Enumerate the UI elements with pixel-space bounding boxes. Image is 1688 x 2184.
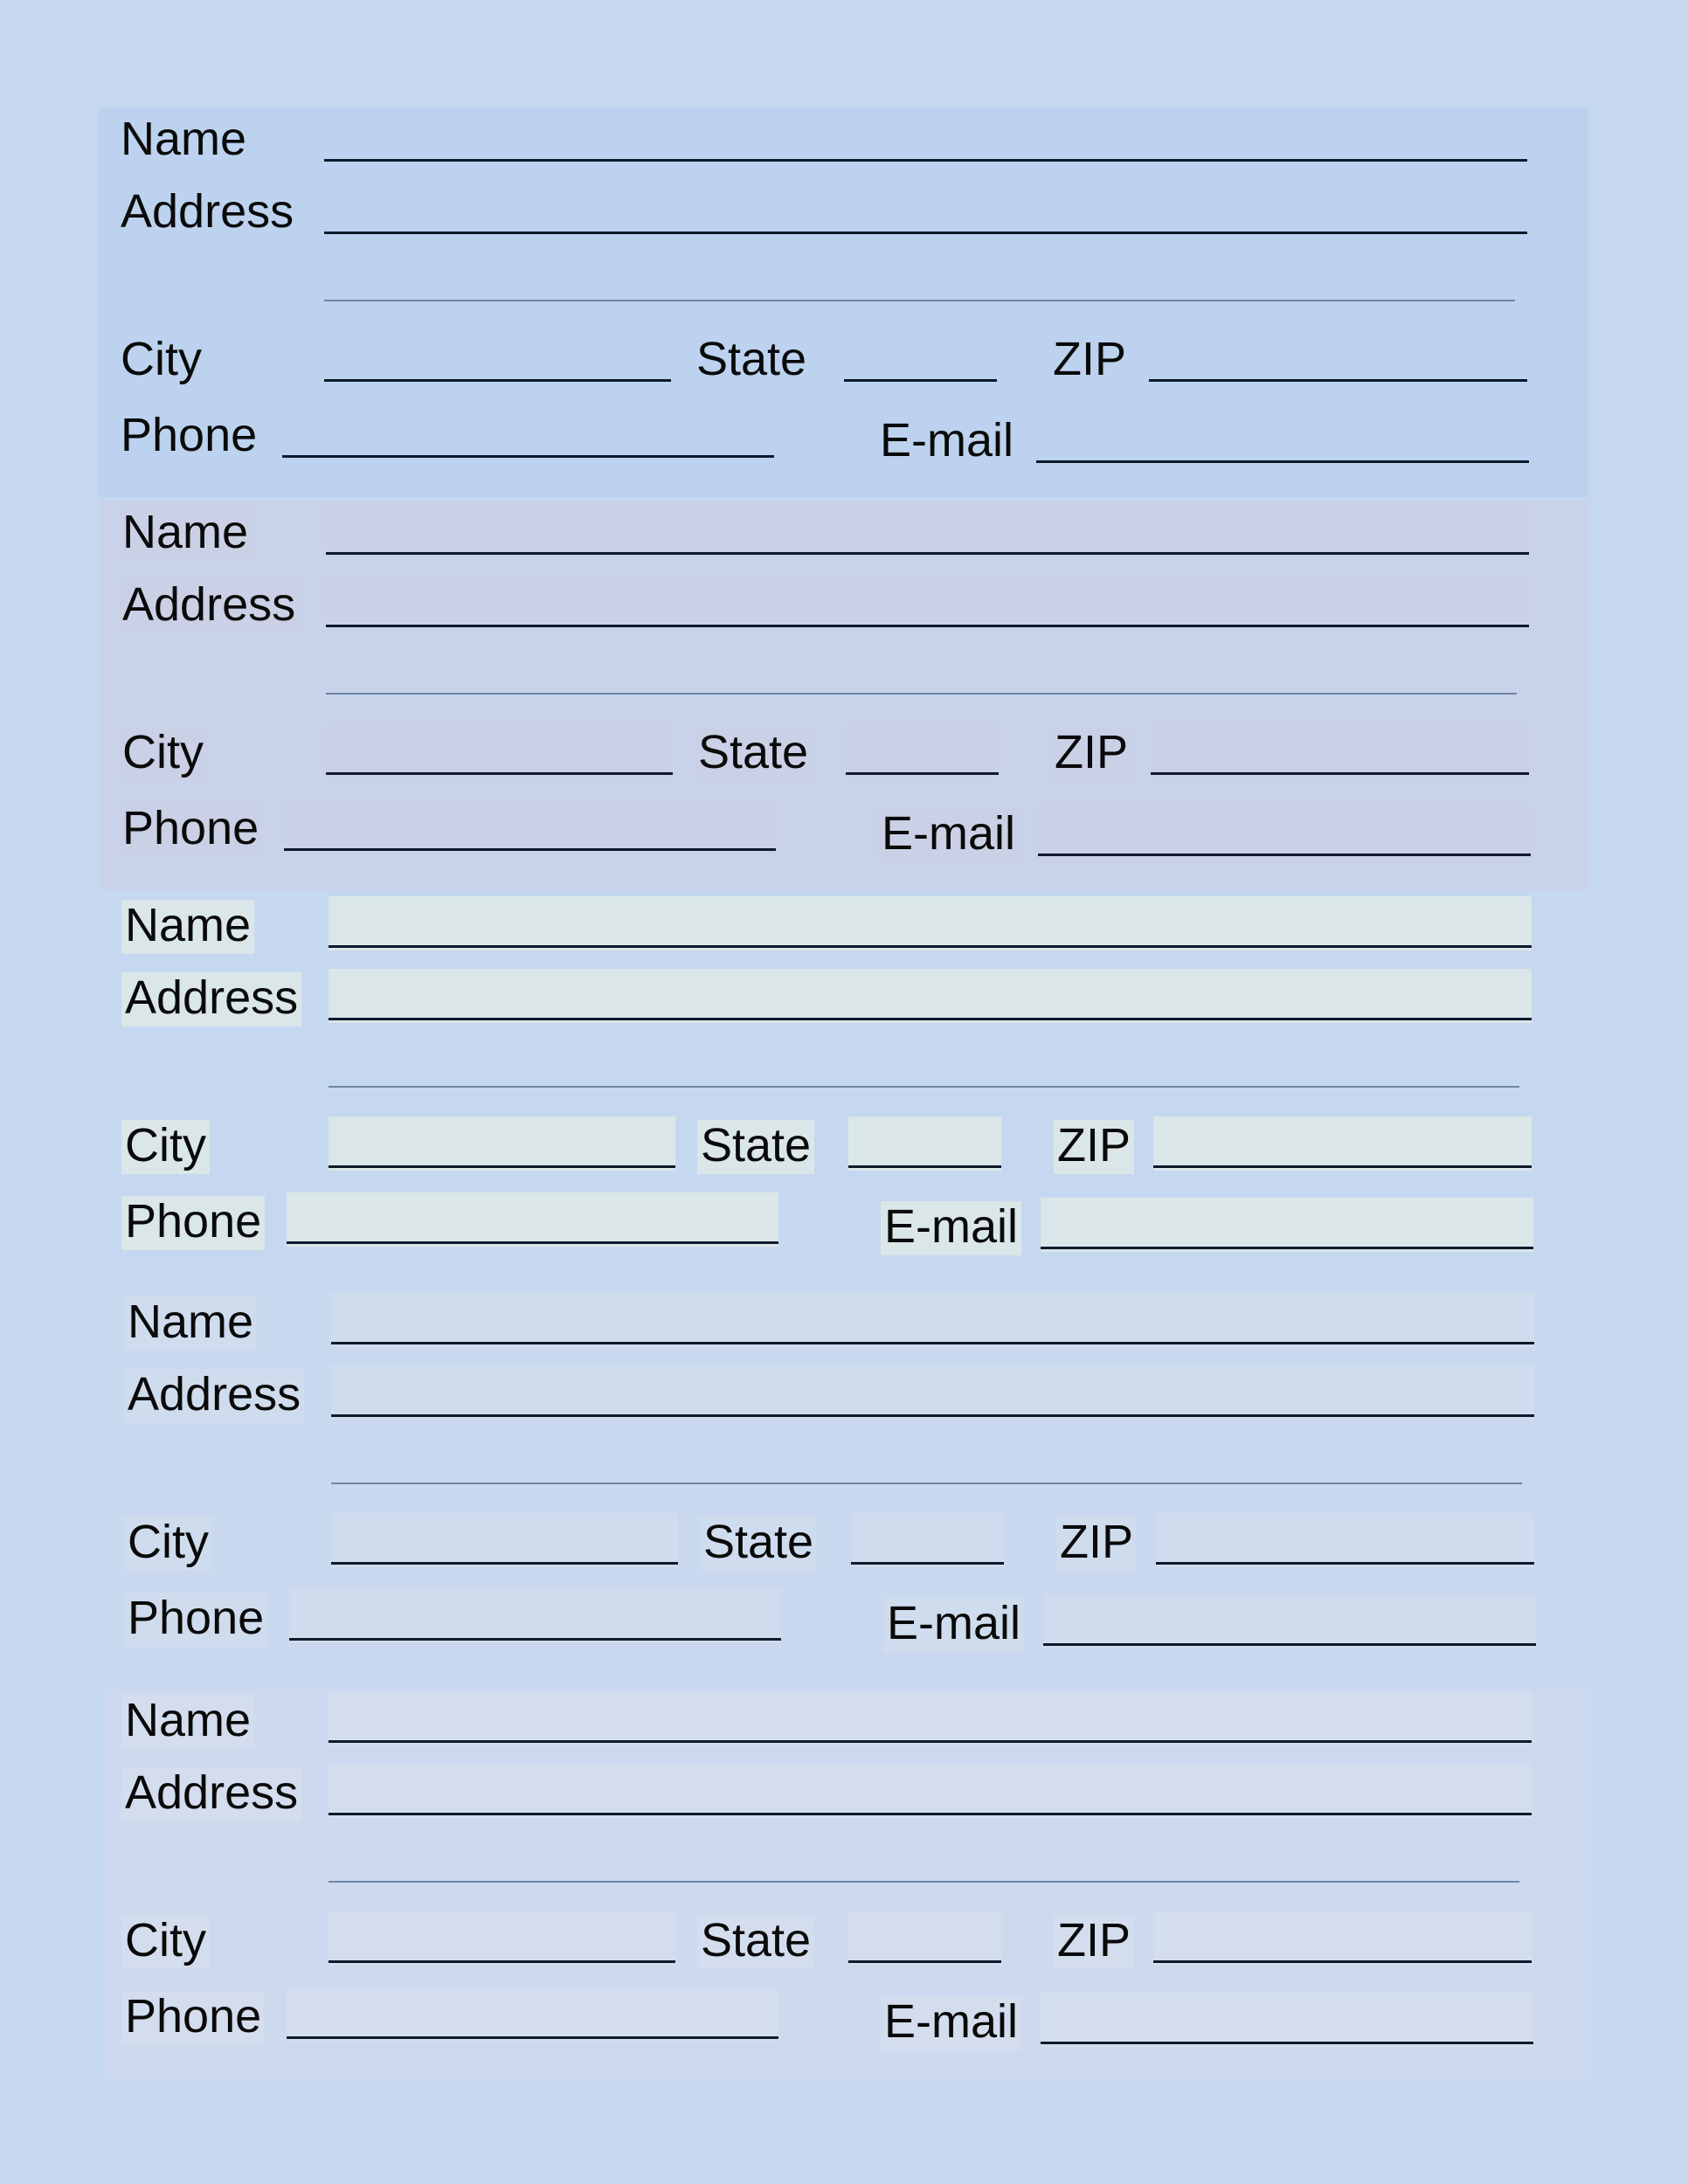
email-field-highlight: [1041, 1993, 1533, 2047]
state-field-highlight: [846, 723, 999, 778]
name-input-line[interactable]: [331, 1342, 1534, 1344]
phone-input-line[interactable]: [287, 1241, 778, 1244]
address-field-highlight: [329, 969, 1532, 1023]
email-input-line[interactable]: [1041, 1247, 1533, 1249]
zip-input-line[interactable]: [1153, 1960, 1532, 1963]
phone-field-highlight: [284, 799, 776, 854]
zip-field-highlight: [1151, 723, 1529, 778]
name-input-line[interactable]: [326, 552, 1529, 555]
address-second-line[interactable]: [329, 1086, 1519, 1088]
city-label: City: [121, 1120, 210, 1174]
email-label: E-mail: [878, 808, 1019, 862]
name-input-line[interactable]: [329, 1740, 1532, 1743]
address-second-line[interactable]: [326, 693, 1517, 695]
name-field-highlight: [329, 896, 1532, 950]
phone-label: Phone: [124, 1593, 267, 1647]
email-label: E-mail: [883, 1598, 1024, 1652]
address-label: Address: [119, 579, 299, 633]
contact-form-block: [99, 107, 1588, 497]
phone-input-line[interactable]: [284, 848, 776, 851]
address-input-line[interactable]: [331, 1414, 1534, 1417]
phone-label: Phone: [119, 803, 262, 857]
phone-label: Phone: [121, 409, 258, 461]
state-label: State: [700, 1517, 817, 1571]
email-label: E-mail: [881, 1201, 1021, 1255]
name-field-highlight: [329, 1691, 1532, 1745]
state-label: State: [697, 1120, 814, 1174]
name-input-line[interactable]: [329, 945, 1532, 948]
email-field-highlight: [1041, 1198, 1533, 1252]
city-label: City: [121, 333, 202, 385]
zip-input-line[interactable]: [1153, 1165, 1532, 1168]
zip-label: ZIP: [1054, 1120, 1134, 1174]
zip-label: ZIP: [1054, 1915, 1134, 1969]
city-label: City: [119, 727, 207, 781]
address-second-line[interactable]: [324, 300, 1515, 301]
email-input-line[interactable]: [1036, 460, 1529, 463]
state-input-line[interactable]: [851, 1562, 1004, 1565]
phone-field-highlight: [289, 1589, 781, 1643]
contact-form-block: [103, 894, 1593, 1283]
contact-form-block: [100, 501, 1590, 890]
city-input-line[interactable]: [331, 1562, 678, 1565]
address-field-highlight: [331, 1365, 1534, 1420]
state-input-line[interactable]: [844, 379, 997, 382]
address-second-line[interactable]: [331, 1482, 1522, 1484]
name-input-line[interactable]: [324, 159, 1527, 162]
name-label: Name: [119, 507, 252, 561]
state-field-highlight: [848, 1911, 1001, 1966]
city-input-line[interactable]: [326, 772, 673, 775]
state-input-line[interactable]: [848, 1960, 1001, 1963]
city-input-line[interactable]: [329, 1960, 675, 1963]
zip-label: ZIP: [1053, 333, 1127, 385]
address-input-line[interactable]: [324, 232, 1527, 234]
state-label: State: [695, 727, 812, 781]
state-label: State: [697, 1915, 814, 1969]
zip-field-highlight: [1153, 1116, 1532, 1171]
contact-form-block: [106, 1290, 1595, 1680]
contact-form-block: [103, 1689, 1593, 2078]
zip-field-highlight: [1153, 1911, 1532, 1966]
zip-field-highlight: [1156, 1513, 1534, 1567]
address-field-highlight: [329, 1764, 1532, 1818]
state-input-line[interactable]: [848, 1165, 1001, 1168]
email-input-line[interactable]: [1038, 854, 1531, 856]
address-input-line[interactable]: [329, 1018, 1532, 1020]
phone-input-line[interactable]: [287, 2036, 778, 2039]
zip-input-line[interactable]: [1149, 379, 1527, 382]
name-label: Name: [121, 900, 254, 954]
address-input-line[interactable]: [329, 1813, 1532, 1815]
city-field-highlight: [326, 723, 673, 778]
name-field-highlight: [326, 503, 1529, 557]
state-input-line[interactable]: [846, 772, 999, 775]
email-label: E-mail: [881, 1996, 1021, 2050]
phone-label: Phone: [121, 1196, 265, 1250]
name-label: Name: [121, 113, 247, 165]
state-field-highlight: [848, 1116, 1001, 1171]
address-label: Address: [124, 1369, 304, 1423]
city-input-line[interactable]: [329, 1165, 675, 1168]
phone-field-highlight: [287, 1987, 778, 2042]
city-field-highlight: [329, 1116, 675, 1171]
city-label: City: [121, 1915, 210, 1969]
name-label: Name: [124, 1296, 257, 1351]
state-field-highlight: [851, 1513, 1004, 1567]
email-input-line[interactable]: [1041, 2042, 1533, 2044]
email-field-highlight: [1043, 1594, 1536, 1648]
address-input-line[interactable]: [326, 625, 1529, 627]
city-field-highlight: [331, 1513, 678, 1567]
address-field-highlight: [326, 576, 1529, 630]
name-label: Name: [121, 1695, 254, 1749]
address-second-line[interactable]: [329, 1881, 1519, 1883]
phone-input-line[interactable]: [282, 455, 774, 458]
zip-input-line[interactable]: [1151, 772, 1529, 775]
name-field-highlight: [331, 1293, 1534, 1347]
phone-field-highlight: [287, 1192, 778, 1247]
address-label: Address: [121, 185, 294, 238]
zip-input-line[interactable]: [1156, 1562, 1534, 1565]
city-field-highlight: [329, 1911, 675, 1966]
email-input-line[interactable]: [1043, 1643, 1536, 1646]
zip-label: ZIP: [1056, 1517, 1137, 1571]
city-label: City: [124, 1517, 212, 1571]
phone-input-line[interactable]: [289, 1638, 781, 1641]
email-label: E-mail: [880, 414, 1014, 467]
phone-label: Phone: [121, 1991, 265, 2045]
state-label: State: [696, 333, 807, 385]
address-label: Address: [121, 972, 301, 1026]
address-label: Address: [121, 1767, 301, 1821]
city-input-line[interactable]: [324, 379, 671, 382]
zip-label: ZIP: [1051, 727, 1131, 781]
email-field-highlight: [1038, 805, 1531, 859]
